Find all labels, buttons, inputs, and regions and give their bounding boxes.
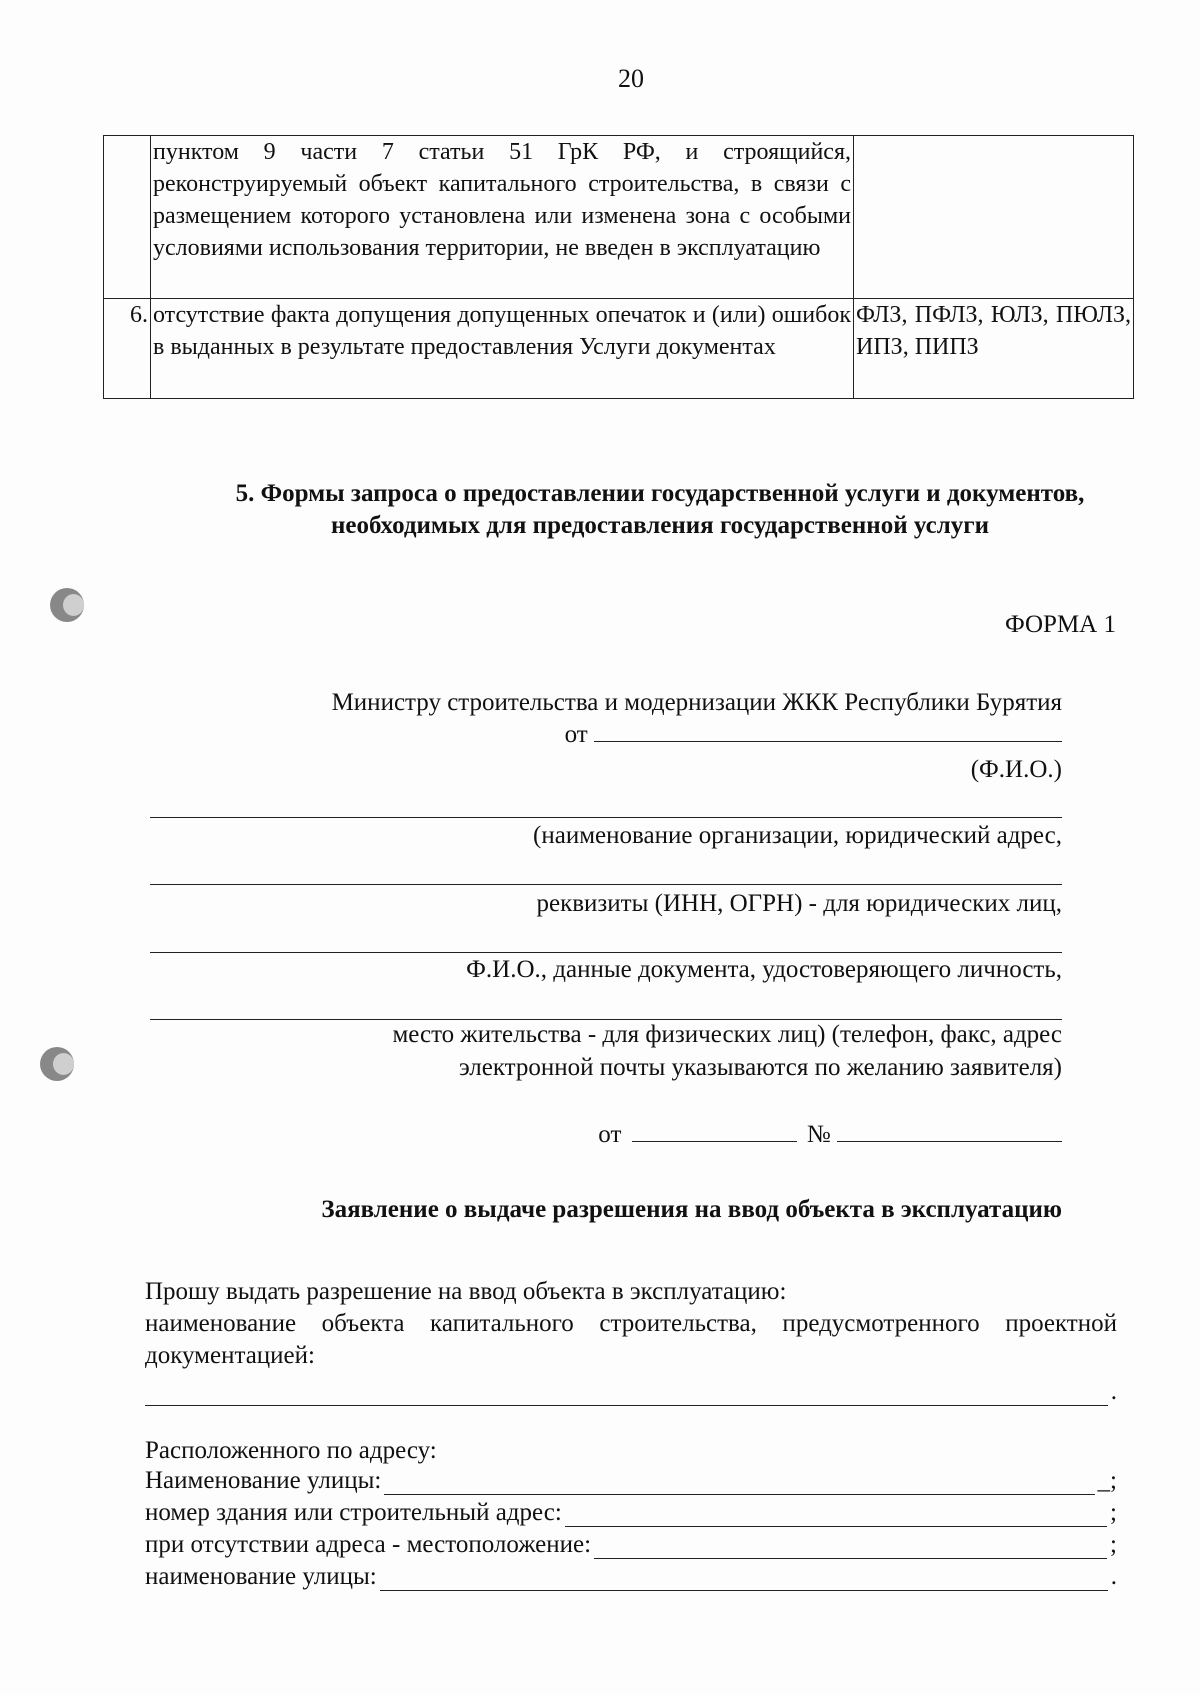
field-label: при отсутствии адреса - местоположение: xyxy=(145,1531,592,1558)
table-row xyxy=(104,299,1134,399)
applicant-hint: электронной почты указываются по желанию заявителя) xyxy=(459,1054,1062,1081)
end-dot: . xyxy=(1110,1378,1117,1405)
object-name-row xyxy=(145,1378,1117,1406)
object-name-blank[interactable] xyxy=(145,1383,1108,1406)
applicant-blank-line[interactable] xyxy=(150,817,1062,818)
number-blank[interactable] xyxy=(837,1121,1062,1142)
applicant-blank-line[interactable] xyxy=(150,884,1062,885)
request-text xyxy=(145,1276,1117,1372)
address-field xyxy=(145,1531,1117,1559)
address-field xyxy=(145,1467,1117,1495)
punch-hole-mark xyxy=(50,588,84,622)
addressee: Министру строительства и модернизации ЖКК Республики Бурятия xyxy=(331,689,1062,716)
row-number: 6. xyxy=(104,299,151,399)
page-number: 20 xyxy=(618,64,644,93)
requirements-table xyxy=(103,135,1134,399)
field-end: _; xyxy=(1097,1467,1117,1494)
field-label: наименование улицы: xyxy=(145,1563,377,1590)
applicant-hint: реквизиты (ИНН, ОГРН) - для юридических лиц, xyxy=(536,890,1062,917)
field-end: ; xyxy=(1110,1531,1117,1558)
number-sign: № xyxy=(806,1121,831,1148)
field-end: ; xyxy=(1110,1499,1117,1526)
request-line: Прошу выдать разрешение на ввод объекта в эксплуатацию: xyxy=(145,1278,787,1305)
row-description: отсутствие факта допущения допущенных опечаток и (или) ошибок в выданных в результате предоставления Услуги документах xyxy=(151,299,854,399)
applicant-hint: место жительства - для физических лиц) (телефон, факс, адрес xyxy=(392,1021,1062,1048)
location-input[interactable] xyxy=(594,1536,1107,1559)
applicant-blank-line[interactable] xyxy=(150,952,1062,953)
street-input[interactable] xyxy=(384,1472,1094,1495)
street-name-input[interactable] xyxy=(380,1568,1108,1591)
address-field xyxy=(145,1563,1117,1591)
row-description: пунктом 9 части 7 статьи 51 ГрК РФ, и строящийся, реконструируемый объект капитального строительства, в связи с размещением которого установлена или изменена зона с особыми условиями использования территории, не введен в эксплуатацию xyxy=(151,136,854,299)
from-fio-blank[interactable] xyxy=(594,721,1062,742)
applicant-hint: Ф.И.О., данные документа, удостоверяющего личность, xyxy=(466,956,1062,983)
date-number-line xyxy=(598,1121,1062,1149)
fio-hint: (Ф.И.О.) xyxy=(970,756,1062,783)
section-title: 5. Формы запроса о предоставлении государственной услуги и документов, необходимых для предоставления государственной услуги xyxy=(235,480,1085,539)
form-number: ФОРМА 1 xyxy=(1004,611,1116,638)
applicant-hint: (наименование организации, юридический адрес, xyxy=(533,822,1062,849)
field-end: . xyxy=(1110,1563,1117,1590)
date-blank[interactable] xyxy=(632,1121,797,1142)
from-line xyxy=(565,721,1062,749)
table-row xyxy=(104,136,1134,299)
address-heading: Расположенного по адресу: xyxy=(145,1437,437,1464)
row-categories: ФЛЗ, ПФЛЗ, ЮЛЗ, ПЮЛЗ, ИПЗ, ПИПЗ xyxy=(854,299,1134,399)
date-label: от xyxy=(598,1121,622,1148)
statement-title: Заявление о выдаче разрешения на ввод объекта в эксплуатацию xyxy=(321,1196,1062,1223)
punch-hole-mark xyxy=(40,1047,74,1081)
from-label: от xyxy=(564,721,588,748)
request-line: наименование объекта капитального строительства, предусмотренного проектной документацией: xyxy=(145,1310,1117,1369)
field-label: номер здания или строительный адрес: xyxy=(145,1499,562,1526)
address-field xyxy=(145,1499,1117,1527)
building-input[interactable] xyxy=(565,1504,1107,1527)
field-label: Наименование улицы: xyxy=(145,1467,382,1494)
row-number xyxy=(104,136,151,299)
row-categories xyxy=(854,136,1134,299)
